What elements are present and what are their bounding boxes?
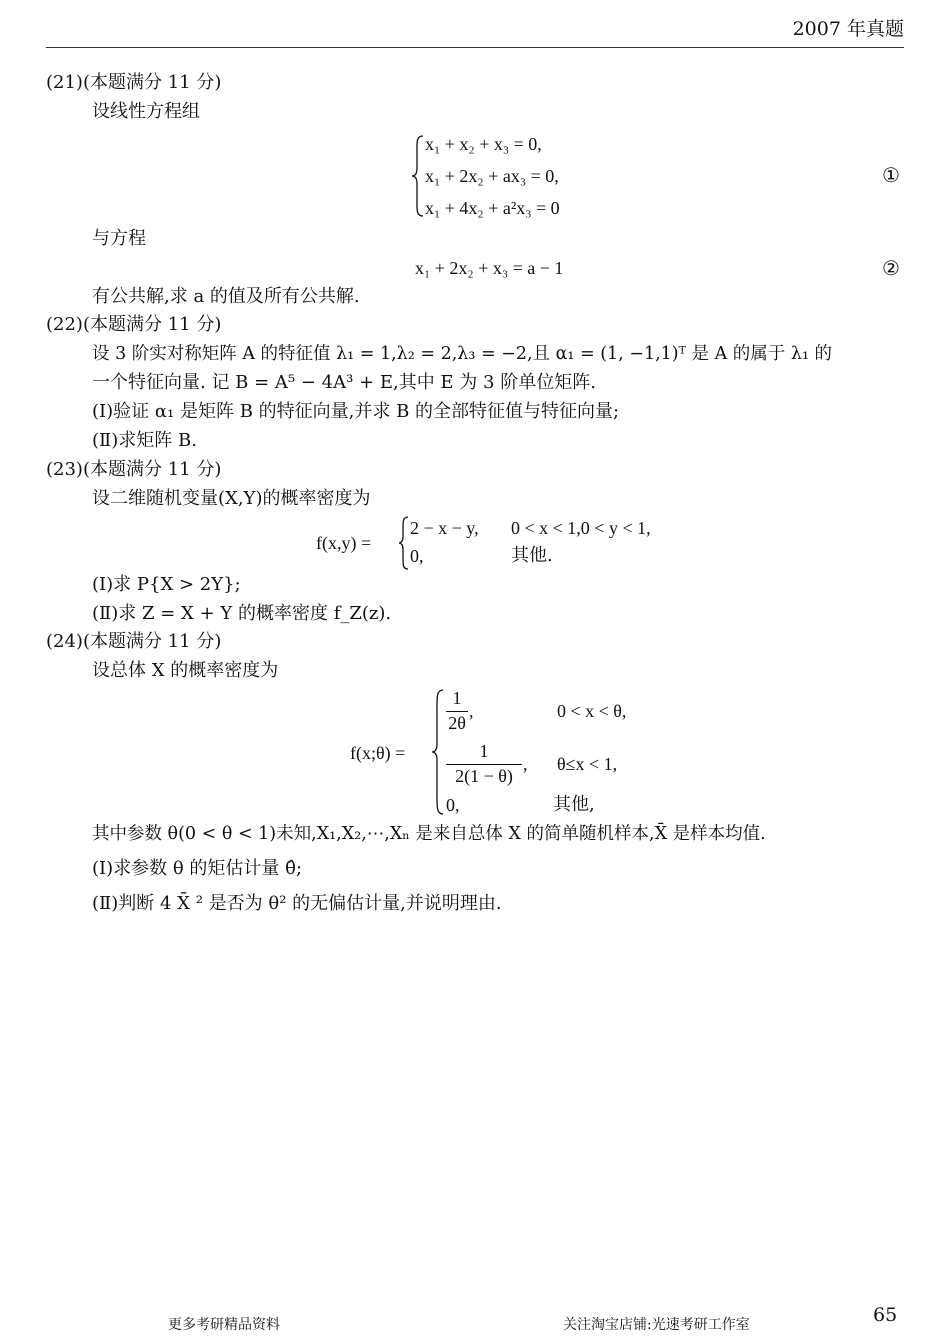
q24-part1: (Ⅰ)求参数 θ 的矩估计量 θ̂; — [92, 858, 303, 879]
q24-case-brace — [430, 688, 446, 816]
q23-case2-expr: 0, — [410, 546, 424, 566]
q21-heading: (21)(本题满分 11 分) — [46, 72, 222, 93]
q21-marker-1: ① — [882, 163, 900, 187]
q24-lhs: f(x;θ) = — [350, 743, 406, 763]
q23-case-brace — [397, 515, 411, 571]
q22-line2: 一个特征向量. 记 B = A⁵ − 4A³ + E,其中 E 为 3 阶单位矩阵. — [92, 372, 596, 393]
q24-case2-denominator: 2(1 − θ) — [455, 766, 513, 786]
q22-part2: (Ⅱ)求矩阵 B. — [92, 430, 197, 451]
q23-case1-cond: 0 < x < 1,0 < y < 1, — [511, 518, 651, 538]
page-number: 65 — [873, 1304, 898, 1326]
q23-intro: 设二维随机变量(X,Y)的概率密度为 — [92, 488, 371, 509]
q24-case2-fraction-bar — [446, 764, 522, 765]
q22-part1: (Ⅰ)验证 α₁ 是矩阵 B 的特征向量,并求 B 的全部特征值与特征向量; — [92, 401, 620, 422]
q22-line1: 设 3 阶实对称矩阵 A 的特征值 λ₁ = 1,λ₂ = 2,λ₃ = −2,且 α₁ = (1, −1,1)ᵀ 是 A 的属于 λ₁ 的 — [92, 344, 833, 364]
q21-and-equation: 与方程 — [92, 228, 146, 249]
q21-marker-2: ② — [882, 256, 900, 280]
q24-heading: (24)(本题满分 11 分) — [46, 631, 222, 652]
q24-line-after: 其中参数 θ(0 < θ < 1)未知,X₁,X₂,⋯,Xₙ 是来自总体 X 的简单随机样本,X̄ 是样本均值. — [92, 824, 766, 844]
q23-lhs: f(x,y) = — [316, 533, 372, 553]
q23-part1: (Ⅰ)求 P{X > 2Y}; — [92, 574, 241, 595]
q24-intro: 设总体 X 的概率密度为 — [92, 660, 279, 681]
q21-system-brace — [410, 134, 426, 218]
q24-case1-fraction-bar — [446, 711, 468, 712]
q24-case1-comma: , — [469, 701, 474, 721]
q21-ask: 有公共解,求 a 的值及所有公共解. — [92, 286, 360, 307]
q23-heading: (23)(本题满分 11 分) — [46, 459, 222, 480]
q21-eq3: x₁ + 4x₂ + a²x₃ = 0 — [425, 198, 560, 218]
q23-case1-expr: 2 − x − y, — [410, 518, 479, 538]
q24-case3-expr: 0, — [446, 795, 460, 815]
q24-case2-comma: , — [523, 754, 528, 774]
q21-intro: 设线性方程组 — [92, 101, 200, 122]
q21-eq1: x₁ + x₂ + x₃ = 0, — [425, 134, 542, 154]
page-header-title: 2007 年真题 — [792, 18, 904, 40]
q24-case1-denominator: 2θ — [448, 713, 466, 733]
q23-case2-cond: 其他. — [511, 545, 553, 566]
q22-heading: (22)(本题满分 11 分) — [46, 314, 222, 335]
q21-eq2: x₁ + 2x₂ + ax₃ = 0, — [425, 166, 559, 186]
header-rule — [46, 47, 904, 48]
q24-part2: (Ⅱ)判断 4 X̄ ² 是否为 θ² 的无偏估计量,并说明理由. — [92, 893, 502, 914]
q21-eq4: x₁ + 2x₂ + x₃ = a − 1 — [415, 258, 564, 278]
q24-case1-numerator: 1 — [452, 688, 462, 708]
footer-right-text: 关注淘宝店铺:光速考研工作室 — [563, 1317, 750, 1333]
footer-left-text: 更多考研精品资料 — [168, 1317, 280, 1333]
q24-case2-numerator: 1 — [479, 741, 489, 761]
q24-case2-cond: θ≤x < 1, — [557, 754, 618, 774]
q24-case3-cond: 其他, — [553, 794, 595, 815]
q23-part2: (Ⅱ)求 Z = X + Y 的概率密度 f_Z(z). — [92, 603, 392, 624]
q24-case1-cond: 0 < x < θ, — [557, 701, 627, 721]
